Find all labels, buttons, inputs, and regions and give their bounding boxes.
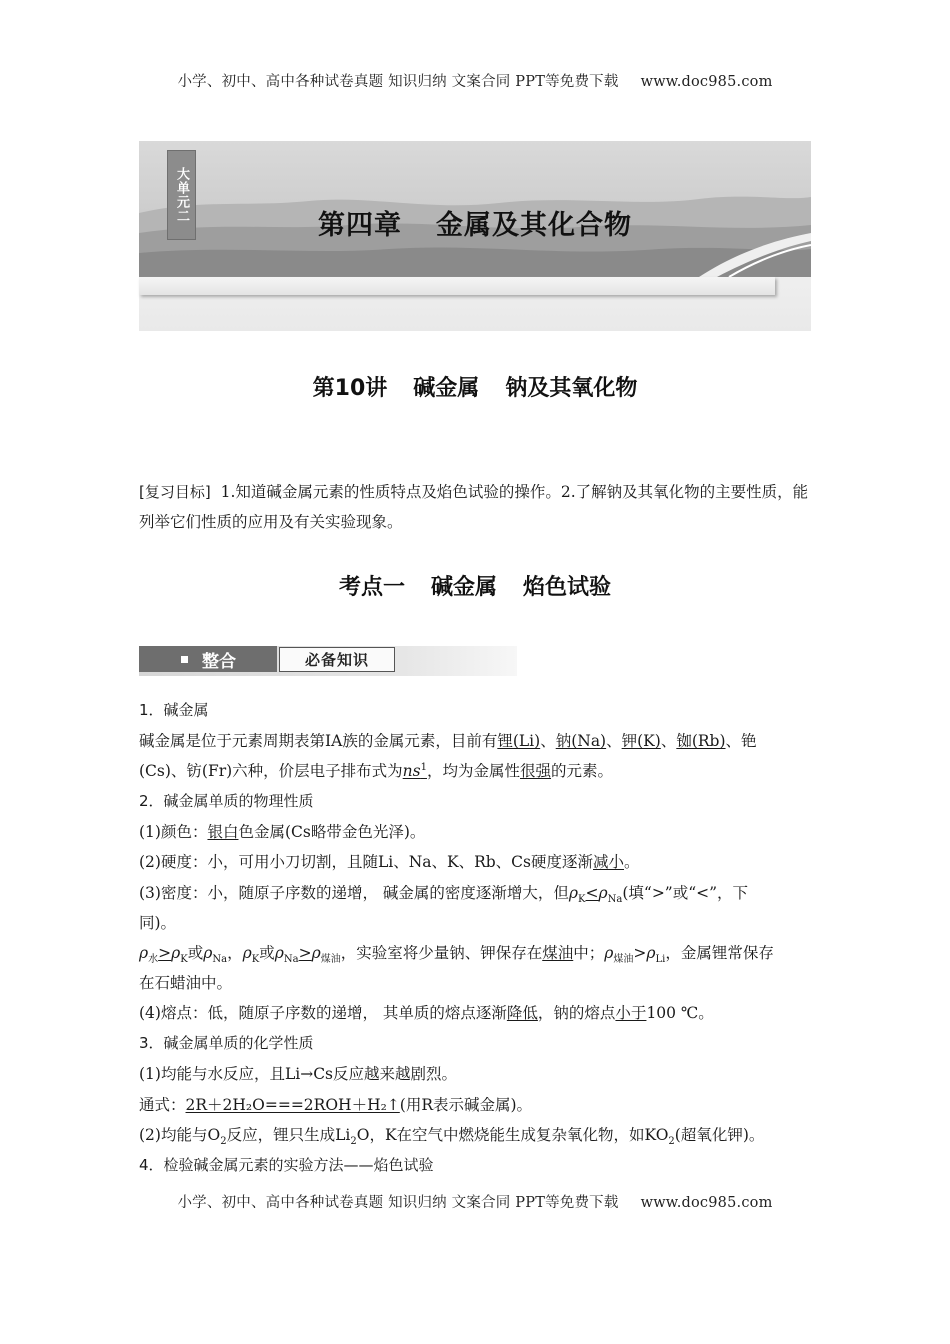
text: (2)均能与	[139, 1126, 208, 1144]
sep: 、	[725, 732, 742, 750]
blank-less-than: 小于	[615, 1004, 647, 1022]
section-bar-label	[139, 646, 277, 672]
text: (填“>”或“<”，下	[622, 884, 749, 902]
chapter-title	[139, 203, 811, 242]
footer-site: www.doc985.com	[640, 1195, 773, 1211]
s1-line-1	[139, 729, 815, 751]
sep: 、	[606, 732, 622, 750]
text: ，	[227, 944, 243, 962]
text: 或	[187, 944, 204, 962]
heading-physical-properties: 2．碱金属单质的物理性质	[139, 792, 314, 810]
sub: Li	[655, 954, 666, 966]
heading-chemical-properties: 3．碱金属单质的化学性质	[139, 1034, 314, 1052]
footer-text: 小学、初中、高中各种试卷真题 知识归纳 文案合同 PPT等免费下载	[177, 1195, 619, 1211]
s2-density-4: 在石蜡油中。	[139, 974, 233, 992]
header-site: www.doc985.com	[640, 74, 773, 90]
sub: 2	[220, 1136, 227, 1148]
sub: Na	[283, 954, 299, 966]
s2-density-1	[139, 881, 815, 905]
blank-lt: <	[585, 884, 599, 902]
s1-text-b: 铯	[741, 732, 757, 750]
sep: 、	[540, 732, 556, 750]
text: Li	[335, 1126, 351, 1144]
section-topic-2: 焰色试验	[523, 575, 612, 600]
sub: K	[578, 894, 586, 906]
blank-kerosene: 煤油	[542, 944, 574, 962]
section-number: 考点一	[338, 575, 405, 600]
sub: K	[251, 954, 260, 966]
text: (1)颜色：	[139, 823, 208, 841]
objectives-text: 1.知道碱金属元素的性质特点及焰色试验的操作。2.了解钠及其氧化物的主要性质，能列举它们性质的应用及有关实验现象。	[139, 483, 809, 531]
blank-li: 锂(Li)	[497, 732, 541, 750]
sub: 煤油	[613, 954, 634, 966]
sub: Na	[212, 954, 228, 966]
text: O	[356, 1126, 370, 1144]
blank-gt: >	[298, 944, 312, 962]
text: (超氧化钾)。	[674, 1126, 765, 1144]
lecture-title	[0, 371, 950, 402]
s1-text-c: (Cs)、钫(Fr)六种，价层电子排布式为	[139, 762, 403, 780]
sub: 煤油	[320, 954, 341, 966]
rho: ρ	[171, 944, 181, 962]
square-bullet-icon	[181, 656, 188, 663]
rho: ρ	[568, 884, 579, 902]
s2-hardness	[139, 850, 815, 872]
chapter-number: 第四章	[318, 210, 402, 241]
text: ，实验室将少量钠、钾保存在	[340, 944, 543, 962]
header-text: 小学、初中、高中各种试卷真题 知识归纳 文案合同 PPT等免费下载	[177, 74, 619, 90]
sub: 2	[350, 1136, 357, 1148]
s2-density-2: 同)。	[139, 914, 177, 932]
s2-melting-point	[139, 1001, 815, 1023]
text: (2)硬度：小，可用小刀切割，且随Li、Na、K、Rb、Cs硬度逐渐	[139, 853, 593, 871]
s1-line-2	[139, 759, 815, 781]
text: 100 ℃。	[646, 1004, 714, 1022]
review-objectives	[139, 477, 811, 537]
section-topic-1: 碱金属	[430, 575, 497, 600]
lecture-topic-1: 碱金属	[413, 376, 480, 401]
text: >	[633, 944, 647, 962]
sub: K	[180, 954, 188, 966]
text: O	[207, 1126, 221, 1144]
text: 或	[259, 944, 275, 962]
blank-strong: 很强	[520, 762, 552, 780]
blank-decrease: 减小	[593, 853, 625, 871]
blank-lower: 降低	[506, 1004, 538, 1022]
s3-water-reaction: (1)均能与水反应，且Li→Cs反应越来越剧烈。	[139, 1065, 458, 1083]
heading-flame-test: 4．检验碱金属元素的实验方法——焰色试验	[139, 1156, 434, 1174]
chapter-name: 金属及其化合物	[436, 210, 632, 241]
rho: ρ	[311, 944, 321, 962]
text: (4)熔点：低，随原子序数的递增， 其单质的熔点逐渐	[139, 1004, 507, 1022]
blank-gt: >	[158, 944, 172, 962]
blank-ns: ns	[402, 762, 421, 780]
s2-density-3	[139, 941, 815, 965]
ns-superscript: 1	[420, 761, 427, 773]
rho: ρ	[242, 944, 252, 962]
lecture-number: 第10讲	[312, 376, 388, 401]
s1-text-d: ，均为金属性	[426, 762, 520, 780]
objectives-label: [复习目标]	[139, 483, 211, 501]
banner-frame	[139, 277, 775, 295]
s1-text-a: 碱金属是位于元素周期表第ⅠA族的金属元素，目前有	[139, 732, 498, 750]
sep: 、	[660, 732, 677, 750]
text: (用R表示碱金属)。	[399, 1096, 533, 1114]
blank-silver-white: 银白	[207, 823, 239, 841]
lecture-topic-2: 钠及其氧化物	[505, 376, 638, 401]
text: ，K在空气中燃烧能生成复杂氧化物，如	[369, 1126, 645, 1144]
s2-color	[139, 820, 815, 842]
text: 通式：	[139, 1096, 186, 1114]
section-bar-tag: 必备知识	[279, 647, 395, 672]
bar-dark-text: 整合	[202, 651, 236, 672]
rho: ρ	[604, 944, 614, 962]
blank-rb: 铷(Rb)	[676, 732, 726, 750]
text: 色金属(Cs略带金色光泽)。	[238, 823, 426, 841]
text: ，钠的熔点	[537, 1004, 616, 1022]
text: ，金属锂常保存	[665, 944, 774, 962]
rho: ρ	[139, 944, 149, 962]
text: (3)密度：小，随原子序数的递增， 碱金属的密度逐渐增大，但	[139, 884, 569, 902]
heading-alkali-metals: 1．碱金属	[139, 701, 209, 719]
rho: ρ	[203, 944, 213, 962]
s3-oxygen-reaction	[139, 1123, 815, 1147]
page-footer	[0, 1191, 950, 1212]
text: 。	[624, 853, 640, 871]
blank-equation: 2R＋2H₂O===2ROH＋H₂↑	[185, 1096, 400, 1114]
rho: ρ	[598, 884, 608, 902]
rho: ρ	[646, 944, 656, 962]
sub: 2	[668, 1136, 675, 1148]
rho: ρ	[274, 944, 284, 962]
text: 中；	[573, 944, 605, 962]
text: 反应，锂只生成	[226, 1126, 336, 1144]
blank-k: 钾(K)	[621, 732, 661, 750]
s1-text-e: 的元素。	[551, 762, 614, 780]
blank-na: 钠(Na)	[555, 732, 607, 750]
sub: 水	[148, 954, 159, 966]
text: KO	[644, 1126, 669, 1144]
page-header	[0, 70, 950, 91]
unit-tag: 大单元二	[167, 150, 196, 240]
sub: Na	[607, 894, 623, 906]
s3-general-equation	[139, 1093, 815, 1115]
section-title	[0, 570, 950, 601]
